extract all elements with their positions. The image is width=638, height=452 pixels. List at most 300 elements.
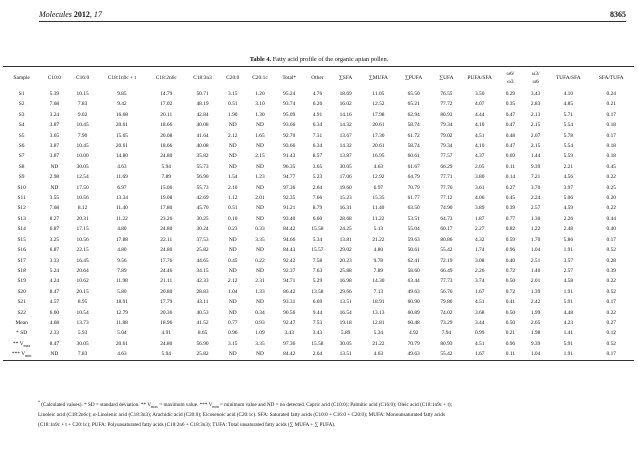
table-cell: 22.11 <box>160 236 173 243</box>
column-header: ∑PUFA <box>396 67 431 90</box>
table-cell: ND <box>256 122 264 129</box>
table-cell: 20.61 <box>115 340 128 347</box>
table-cell: 60.89 <box>407 309 420 316</box>
table-cell: 0.77 <box>228 319 238 326</box>
table-cell: 73.29 <box>440 319 453 326</box>
row-label: S12 <box>17 205 26 212</box>
table-cell: 10.45 <box>76 143 89 150</box>
table-cell: 0.40 <box>505 257 516 264</box>
table-cell: 2.15 <box>530 143 541 150</box>
table-cell: 3.15 <box>228 91 238 97</box>
table-cell: ND <box>228 236 237 243</box>
table-cell: 84.42 <box>274 349 304 360</box>
table-cell: ND <box>50 184 59 191</box>
table-cell: 10.62 <box>76 278 89 285</box>
table-cell: 8.27 <box>49 215 60 222</box>
table-row <box>3 214 634 224</box>
table-cell: 4.10 <box>474 122 485 129</box>
table-cell: 0.12 <box>606 330 616 337</box>
table-cell: 0.22 <box>606 278 616 285</box>
table-cell: 80.93 <box>440 111 453 118</box>
table-cell: 10.54 <box>76 309 89 316</box>
table-row <box>3 256 634 266</box>
table-row <box>3 131 634 141</box>
row-label: S11 <box>17 195 26 202</box>
table-cell: 14.80 <box>115 153 128 160</box>
table-cell: 0.17 <box>606 299 616 306</box>
row-label: S18 <box>17 267 26 274</box>
table-cell: 25.88 <box>339 267 352 274</box>
table-cell: 17.80 <box>160 205 173 212</box>
table-cell: 49.63 <box>407 288 420 295</box>
table-cell: 10.45 <box>76 122 89 129</box>
table-cell: 28.83 <box>196 288 209 295</box>
table-cell: 0.47 <box>505 122 516 129</box>
table-cell: 4.51 <box>474 340 485 347</box>
table-cell: 29.02 <box>339 247 352 254</box>
table-cell: 0.22 <box>255 257 265 264</box>
table-cell: 0.23 <box>228 226 238 233</box>
table-cell: 60.61 <box>407 153 420 160</box>
column-header: PUFA/SFA <box>462 67 498 90</box>
table-cell: 7.66 <box>312 195 323 202</box>
page-header <box>39 8 626 22</box>
table-cell: 30.05 <box>76 163 89 170</box>
footnote-line-3: (C18:1n9c + t + C20:1c); PUFA: Polyunsaturated fatty acids (C18:2n6 + C18:3n3); TUFA: Total unsaturated fatty acids (∑ MUFA + ∑ PUFA). <box>38 422 336 428</box>
table-cell: 4.32 <box>474 236 485 243</box>
table-cell: 2.01 <box>530 278 541 285</box>
table-cell: 3.35 <box>255 236 265 243</box>
table-cell: 7.58 <box>312 257 323 264</box>
column-header: C20:1c <box>246 67 274 90</box>
table-cell: 0.72 <box>505 267 516 274</box>
table-cell: 5.23 <box>312 174 323 181</box>
table-cell: 59.63 <box>407 236 420 243</box>
table-cell: 5.91 <box>563 299 574 306</box>
table-cell: 8.79 <box>312 205 323 212</box>
table-row <box>3 110 634 120</box>
table-cell: 4.63 <box>373 163 384 170</box>
table-cell: 7.63 <box>312 267 323 274</box>
table-cell: ND <box>228 267 237 274</box>
table-row <box>3 328 634 338</box>
table-cell: 0.50 <box>505 278 516 285</box>
table-caption-label: Table 4. <box>249 56 272 63</box>
table-cell: 16.31 <box>339 205 352 212</box>
table-cell: 42.33 <box>196 278 209 285</box>
table-cell: 3.97 <box>563 184 574 191</box>
table-cell: 1.12 <box>228 195 238 202</box>
table-cell: 58.74 <box>407 122 420 129</box>
table-cell: 3.43 <box>284 330 294 337</box>
table-cell: ND <box>228 143 237 150</box>
table-cell: 8.47 <box>49 288 60 295</box>
table-cell: 60.17 <box>440 226 453 233</box>
table-cell: 20.11 <box>160 111 173 118</box>
table-cell: 62.94 <box>407 111 420 118</box>
table-cell: 44.65 <box>196 257 209 264</box>
table-cell: 4.44 <box>474 111 485 118</box>
table-cell: 3.89 <box>474 205 485 212</box>
table-cell: 77.12 <box>440 195 453 202</box>
row-label: S1 <box>18 91 25 97</box>
table-cell: 18.69 <box>339 91 352 97</box>
row-label: S21 <box>17 299 26 306</box>
table-cell: 43.11 <box>196 299 209 306</box>
table-cell: 2.13 <box>530 111 541 118</box>
table-cell: 17.50 <box>76 184 89 191</box>
table-cell: 22.15 <box>76 247 89 254</box>
row-label: S10 <box>17 184 26 191</box>
table-cell: 50.61 <box>407 247 420 254</box>
table-cell: 77.71 <box>440 174 453 181</box>
table-cell: 92.35 <box>283 195 296 202</box>
table-cell: 2.42 <box>530 299 541 306</box>
table-cell: 65.50 <box>407 91 420 97</box>
table-cell: 0.27 <box>505 184 516 191</box>
table-cell: 14.79 <box>160 91 173 97</box>
table-cell: 13.13 <box>372 309 385 316</box>
table-cell: 24.25 <box>339 226 352 233</box>
table-cell: 13.81 <box>339 236 352 243</box>
table-cell: 30.05 <box>339 163 352 170</box>
table-cell: 4.59 <box>563 205 574 212</box>
row-label: * SD <box>16 330 28 337</box>
table-cell: 4.80 <box>117 247 127 254</box>
table-cell: ND <box>246 349 274 360</box>
table-cell: 61.72 <box>407 132 420 139</box>
table-cell: 12.81 <box>372 319 385 326</box>
row-label: *** $V_{min}$ <box>3 349 40 360</box>
table-cell: 30.05 <box>76 340 89 347</box>
table-cell: 65.21 <box>407 101 420 108</box>
table-cell: 6.34 <box>312 122 323 129</box>
table-cell: 15.65 <box>115 132 128 139</box>
table-cell: ND <box>256 215 264 222</box>
table-cell: 0.51 <box>228 101 238 108</box>
table-cell: 2.51 <box>530 257 541 264</box>
table-cell: 21.11 <box>160 278 173 285</box>
table-cell: 11.40 <box>115 205 128 212</box>
table-cell: 0.51 <box>228 205 238 212</box>
table-cell: 10.56 <box>76 195 89 202</box>
table-cell: 9.39 <box>530 340 541 347</box>
row-label: S15 <box>17 236 26 243</box>
table-cell: 80.93 <box>440 340 453 347</box>
column-header: TUFA/SFA <box>548 67 588 90</box>
column-header: ∑MUFA <box>361 67 396 90</box>
column-header: ω3/ ω6 <box>523 67 548 90</box>
table-cell: 5.29 <box>312 278 323 285</box>
table-cell: 0.69 <box>505 153 516 160</box>
table-cell: 8.57 <box>312 153 323 160</box>
table-cell: 0.72 <box>505 288 516 295</box>
table-cell: 2.15 <box>255 153 265 160</box>
table-cell: 17.30 <box>372 132 385 139</box>
table-cell: 7.83 <box>77 101 88 108</box>
table-cell: 20.23 <box>339 257 352 264</box>
table-cell: 18.96 <box>160 319 173 326</box>
table-cell: 7.68 <box>49 205 60 212</box>
table-cell: 20.61 <box>115 143 128 150</box>
table-cell: 20.61 <box>372 122 385 129</box>
table-cell: 6.97 <box>117 184 127 191</box>
journal-name: Molecules <box>39 10 72 19</box>
table-cell: 10.56 <box>76 236 89 243</box>
table-row <box>3 162 634 172</box>
table-cell: 6.26 <box>312 101 323 108</box>
table-cell: 86.42 <box>283 288 296 295</box>
table-cell: 2.07 <box>530 132 541 139</box>
table-cell: ND <box>228 163 237 170</box>
table-cell: 0.14 <box>505 174 516 181</box>
table-cell: 0.35 <box>505 101 516 108</box>
table-cell: 25.82 <box>185 349 219 360</box>
table-cell: 1.91 <box>548 349 588 360</box>
table-cell: 92.47 <box>283 319 296 326</box>
table-cell: 4.63 <box>361 349 396 360</box>
table-cell: 56.90 <box>196 174 209 181</box>
table-cell: 96.35 <box>283 163 296 170</box>
table-cell: 11.22 <box>372 215 385 222</box>
table-cell: 0.17 <box>589 349 635 360</box>
table-cell: 0.77 <box>505 215 516 222</box>
table-cell: 45.70 <box>196 205 209 212</box>
table-cell: ND <box>40 349 68 360</box>
table-cell: 3.65 <box>49 132 60 139</box>
table-cell: 18.66 <box>160 143 173 150</box>
table-cell: 13.51 <box>339 299 352 306</box>
table-cell: 1.91 <box>563 288 574 295</box>
table-cell: 92.70 <box>283 132 296 139</box>
table-cell: 5.80 <box>117 288 127 295</box>
table-cell: 11.88 <box>115 319 128 326</box>
table-row <box>3 151 634 161</box>
table-cell: 92.42 <box>283 257 296 264</box>
table-cell: 1.09 <box>255 330 265 337</box>
table-cell: 5.06 <box>563 195 574 202</box>
table-cell: 97.36 <box>283 184 296 191</box>
table-cell: 2.15 <box>530 122 541 129</box>
table-cell: 5.34 <box>312 236 323 243</box>
table-cell: 15.23 <box>339 195 352 202</box>
table-cell: 1.44 <box>530 153 541 160</box>
table-cell: 6.00 <box>49 309 60 316</box>
table-cell: 0.18 <box>606 143 616 150</box>
column-header: SFA/TUFA <box>589 67 635 90</box>
table-cell: 2.26 <box>563 215 574 222</box>
table-cell: 3.57 <box>563 257 574 264</box>
table-cell: 0.22 <box>606 174 616 181</box>
table-cell: 14.32 <box>339 143 352 150</box>
table-cell: 0.29 <box>505 91 516 97</box>
table-cell: 2.24 <box>530 195 541 202</box>
table-cell: 2.01 <box>255 195 265 202</box>
table-cell: 7.89 <box>161 174 171 181</box>
table-cell: 1.91 <box>563 247 574 254</box>
table-cell: 2.57 <box>563 267 574 274</box>
table-cell: 66.29 <box>440 163 453 170</box>
table-cell: 60.48 <box>407 319 420 326</box>
table-cell: 74.90 <box>440 205 453 212</box>
table-cell: 2.05 <box>474 163 485 170</box>
table-cell: 15.06 <box>160 184 173 191</box>
table-cell: 14.16 <box>339 111 352 118</box>
table-cell: 4.76 <box>312 91 323 97</box>
table-cell: 5.78 <box>563 132 574 139</box>
table-cell: 76.55 <box>440 91 453 97</box>
table-cell: 77.76 <box>440 184 453 191</box>
table-cell: 25.82 <box>196 247 209 254</box>
table-cell: 79.80 <box>440 299 453 306</box>
table-cell: 3.44 <box>474 319 485 326</box>
table-cell: 14.30 <box>372 278 385 285</box>
table-cell: 9.02 <box>77 111 88 118</box>
table-cell: 1.98 <box>530 330 541 337</box>
table-cell: 0.48 <box>505 132 516 139</box>
table-cell: 3.87 <box>49 143 60 150</box>
table-cell: 3.65 <box>312 163 323 170</box>
table-cell: 17.88 <box>115 236 128 243</box>
table-cell: 11.98 <box>115 278 128 285</box>
table-cell: 0.17 <box>606 236 616 243</box>
table-cell: 93.31 <box>283 299 296 306</box>
table-cell: 4.63 <box>97 349 147 360</box>
table-cell: 0.24 <box>606 91 616 97</box>
table-cell: 9.78 <box>373 257 384 264</box>
table-cell: 55.42 <box>431 349 461 360</box>
table-cell: 9.44 <box>312 309 323 316</box>
row-label: S17 <box>17 257 26 264</box>
table-cell: 64.73 <box>440 215 453 222</box>
table-cell: ND <box>256 205 264 212</box>
table-cell: 6.60 <box>312 215 323 222</box>
column-header: ω6/ ω3 <box>498 67 523 90</box>
table-cell: 0.18 <box>606 122 616 129</box>
row-label: Mean <box>15 319 28 326</box>
table-cell: 50.71 <box>196 91 209 97</box>
table-row <box>3 339 634 349</box>
table-cell: 5.04 <box>117 330 127 337</box>
column-header: C18:2n6c <box>147 67 185 90</box>
table-cell: 93.40 <box>283 215 296 222</box>
column-header: C16:0 <box>69 67 97 90</box>
table-cell: 3.24 <box>49 111 60 118</box>
table-cell: 2.27 <box>474 226 485 233</box>
table-cell: 20.61 <box>115 122 128 129</box>
table-cell: 13.34 <box>115 195 128 202</box>
table-cell: 94.66 <box>283 236 296 243</box>
table-cell: 93.66 <box>283 122 296 129</box>
table-cell: 0.11 <box>505 163 516 170</box>
table-cell: 4.80 <box>117 226 127 233</box>
table-cell: 9.85 <box>117 91 127 97</box>
table-cell: 1.99 <box>530 309 541 316</box>
table-cell: 10.15 <box>76 91 89 97</box>
table-cell: 66.49 <box>440 267 453 274</box>
table-cell: 40.08 <box>196 143 209 150</box>
table-cell: 11.40 <box>372 205 385 212</box>
table-cell: 16.54 <box>339 309 352 316</box>
column-header: ∑SFA <box>331 67 361 90</box>
table-cell: 5.54 <box>563 143 574 150</box>
table-cell: 0.17 <box>606 111 616 118</box>
table-cell: 7.94 <box>441 330 452 337</box>
table-row <box>3 245 634 255</box>
table-cell: 2.21 <box>563 163 574 170</box>
table-cell: 4.58 <box>563 278 574 285</box>
table-cell: 0.28 <box>606 257 616 264</box>
table-cell: 0.27 <box>606 319 616 326</box>
table-cell: ND <box>256 247 264 254</box>
table-cell: 17.76 <box>160 257 173 264</box>
table-cell: 12.79 <box>115 309 128 316</box>
table-cell: 4.51 <box>474 132 485 139</box>
table-cell: 1.54 <box>228 174 238 181</box>
table-cell: 4.48 <box>563 309 574 316</box>
table-cell: 41.64 <box>196 132 209 139</box>
table-row <box>3 235 634 245</box>
table-cell: 1.65 <box>255 132 265 139</box>
table-cell: 13.73 <box>76 319 89 326</box>
table-cell: 1.30 <box>255 111 265 118</box>
table-cell: 0.10 <box>228 215 238 222</box>
table-cell: 12.54 <box>76 174 89 181</box>
table-cell: ND <box>228 247 237 254</box>
table-cell: 63.50 <box>407 205 420 212</box>
table-cell: 17.15 <box>76 226 89 233</box>
table-cell: 2.31 <box>255 278 265 285</box>
table-cell: 53.51 <box>407 215 420 222</box>
table-row <box>3 297 634 307</box>
table-cell: 62.41 <box>407 257 420 264</box>
table-cell: 0.45 <box>606 163 616 170</box>
table-cell: 1.22 <box>530 226 541 233</box>
table-cell: 64.79 <box>407 174 420 181</box>
table-row <box>3 276 634 286</box>
table-cell: 16.45 <box>76 257 89 264</box>
table-cell: 0.34 <box>255 309 265 316</box>
table-cell: 5.93 <box>77 330 88 337</box>
table-cell: 3.87 <box>49 122 60 129</box>
table-cell: 5.34 <box>373 330 384 337</box>
table-cell: 0.93 <box>255 319 265 326</box>
table-cell: 2.12 <box>228 278 238 285</box>
table-cell: 2.83 <box>530 101 541 108</box>
column-header: Total* <box>274 67 304 90</box>
table-cell: 1.67 <box>462 349 498 360</box>
table-cell: 94.71 <box>283 278 296 285</box>
table-cell: 3.68 <box>474 309 485 316</box>
table-cell: 70.79 <box>407 340 420 347</box>
table-cell: 2.33 <box>49 330 60 337</box>
table-cell: 4.57 <box>49 299 60 306</box>
table-cell: 7.68 <box>49 101 60 108</box>
table-cell: 29.66 <box>339 288 352 295</box>
table-cell: 42.84 <box>196 111 209 118</box>
table-cell: 84.43 <box>283 247 296 254</box>
table-cell: 4.10 <box>563 91 574 97</box>
table-cell: 34.15 <box>196 267 209 274</box>
table-cell: 97.36 <box>283 340 296 347</box>
table-cell: 2.64 <box>312 184 323 191</box>
table-cell: 3.10 <box>255 101 265 108</box>
table-cell: 1.30 <box>530 215 541 222</box>
table-row <box>3 183 634 193</box>
table-row <box>3 318 634 328</box>
row-label: S19 <box>17 278 26 285</box>
table-cell: 16.95 <box>372 153 385 160</box>
